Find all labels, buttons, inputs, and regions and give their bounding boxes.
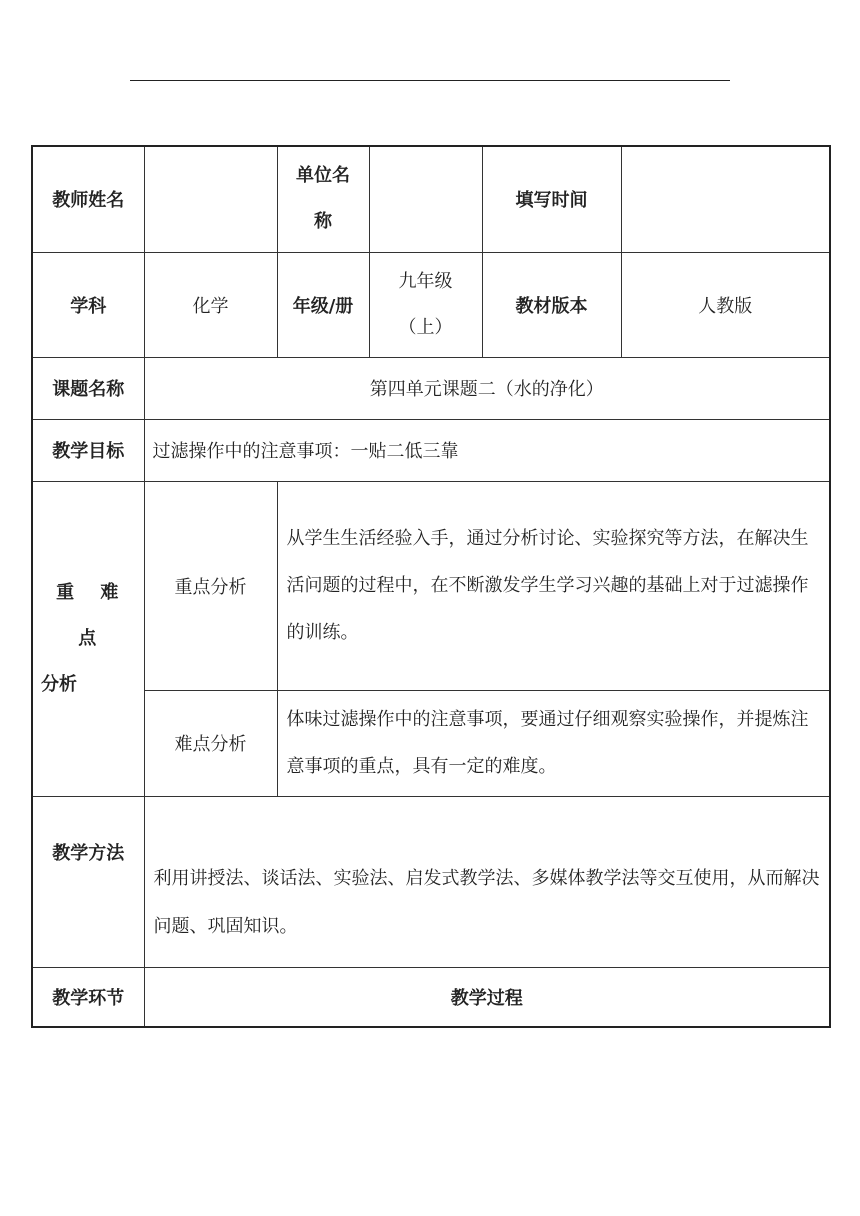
grade-label: 年级/册 bbox=[277, 252, 369, 357]
unit-name-label-line2: 称 bbox=[314, 211, 332, 233]
key-point-row bbox=[32, 481, 830, 690]
difficulty-label: 难点分析 bbox=[144, 690, 277, 796]
method-text: 利用讲授法、谈话法、实验法、启发式教学法、多媒体教学法等交互使用，从而解决问题、巩固知识。 bbox=[144, 796, 830, 967]
subject-label: 学科 bbox=[32, 252, 144, 357]
analysis-label-line1: 重 难 点 bbox=[56, 581, 129, 649]
difficulty-text: 体味过滤操作中的注意事项，要通过仔细观察实验操作，并提炼注意事项的重点，具有一定的难度。 bbox=[277, 690, 830, 796]
header-rule bbox=[130, 80, 730, 81]
textbook-label: 教材版本 bbox=[482, 252, 621, 357]
analysis-label-line2: 分析 bbox=[41, 673, 77, 695]
key-point-text: 从学生生活经验入手，通过分析讨论、实验探究等方法，在解决生活问题的过程中，在不断激发学生学习兴趣的基础上对于过滤操作的训练。 bbox=[277, 481, 830, 690]
objective-row bbox=[32, 419, 830, 481]
topic-value: 第四单元课题二（水的净化） bbox=[144, 357, 830, 419]
difficulty-row bbox=[32, 690, 830, 796]
subject-value: 化学 bbox=[144, 252, 277, 357]
process-row bbox=[32, 967, 830, 1027]
lesson-plan-table bbox=[31, 145, 831, 1028]
objective-value: 过滤操作中的注意事项：一贴二低三靠 bbox=[144, 419, 830, 481]
info-row bbox=[32, 252, 830, 357]
grade-value-line2: （上） bbox=[398, 316, 453, 338]
unit-name-label-line1: 单位名 bbox=[296, 165, 350, 187]
process-label: 教学过程 bbox=[144, 967, 830, 1027]
fill-time-value[interactable] bbox=[621, 146, 830, 252]
method-label: 教学方法 bbox=[32, 796, 144, 967]
objective-label: 教学目标 bbox=[32, 419, 144, 481]
teacher-name-label: 教师姓名 bbox=[32, 146, 144, 252]
grade-value-line1: 九年级 bbox=[398, 270, 453, 292]
method-row bbox=[32, 796, 830, 967]
fill-time-label: 填写时间 bbox=[482, 146, 621, 252]
topic-row bbox=[32, 357, 830, 419]
header-row bbox=[32, 146, 830, 252]
analysis-label bbox=[32, 481, 144, 796]
unit-name-value[interactable] bbox=[369, 146, 482, 252]
topic-label: 课题名称 bbox=[32, 357, 144, 419]
teacher-name-value[interactable] bbox=[144, 146, 277, 252]
textbook-value: 人教版 bbox=[621, 252, 830, 357]
key-point-label: 重点分析 bbox=[144, 481, 277, 690]
grade-value bbox=[369, 252, 482, 357]
stage-label: 教学环节 bbox=[32, 967, 144, 1027]
unit-name-label bbox=[277, 146, 369, 252]
